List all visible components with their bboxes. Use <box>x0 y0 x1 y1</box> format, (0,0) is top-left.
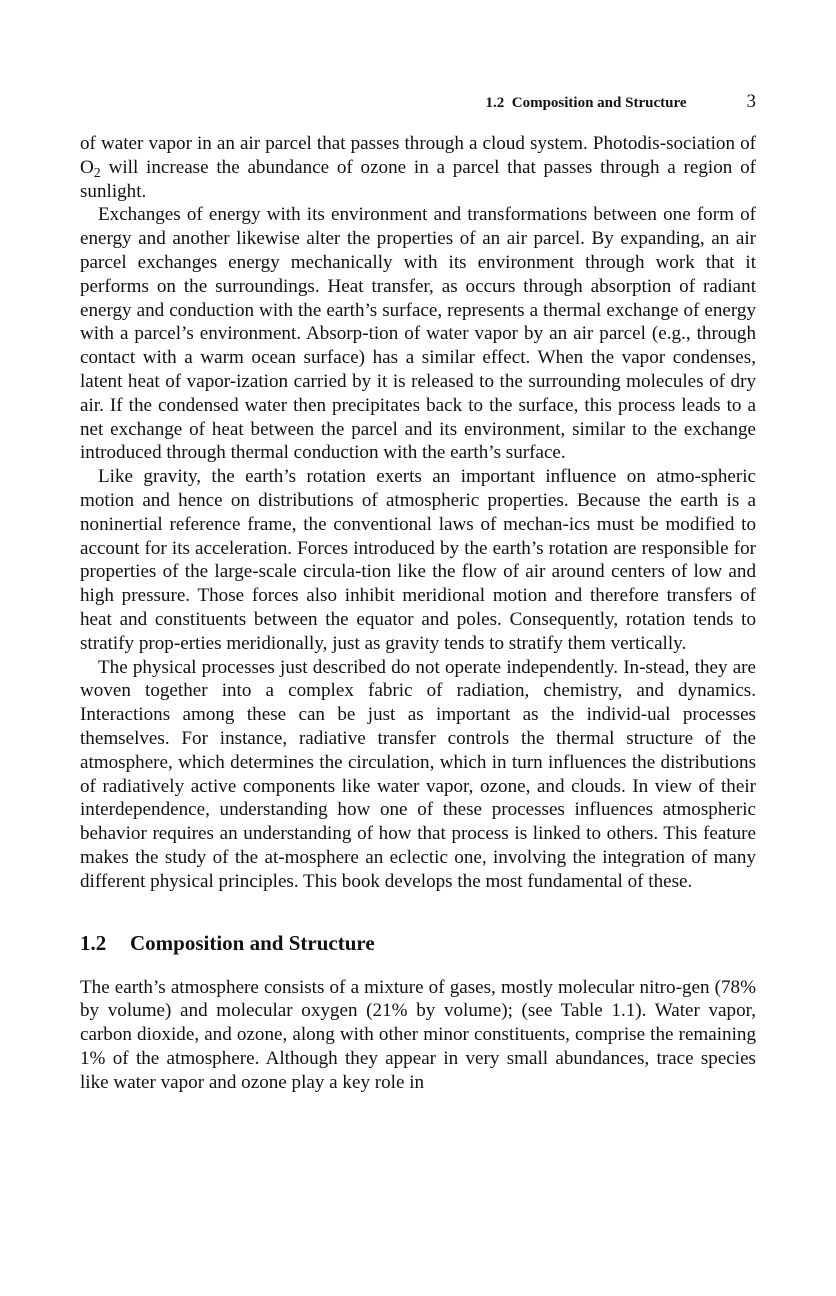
page-text <box>80 132 756 1094</box>
paragraph-composition: The earth’s atmosphere consists of a mixture of gases, mostly molecular nitro-gen (78% by volume) and molecular oxygen (21% by volume); (see Table 1.1). Water vapor, carbon dioxide, and ozone, along with other minor constituents, comprise the remaining 1% of the atmosphere. Although they appear in very small abundances, trace species like water vapor and ozone play a key role in <box>80 976 756 1093</box>
section-title: Composition and Structure <box>130 930 375 955</box>
paragraph-text: of water vapor in an air parcel that passes through a cloud system. Photodis-sociation of O <box>80 133 756 178</box>
book-page <box>80 88 756 1268</box>
subscript-text: 2 <box>93 165 101 181</box>
running-header <box>80 91 756 115</box>
paragraph-text: will increase the abundance of ozone in a parcel that passes through a region of sunlight. <box>80 156 756 202</box>
paragraph-interdependence: The physical processes just described do not operate independently. In-stead, they are woven together into a complex fabric of radiation, chemistry, and dynamics. Interactions among these can be just as important as the individ-ual processes themselves. For instance, radiative transfer controls the thermal structure of the atmosphere, which determines the circulation, which in turn influences the distributions of radiatively active components like water vapor, ozone, and clouds. In view of their interdependence, understanding how one of these processes influences atmospheric behavior requires an understanding of how that process is linked to others. This feature makes the study of the at-mosphere an eclectic one, involving the integration of many different physical principles. This book develops the most fundamental of these. <box>80 656 756 892</box>
paragraph-continued <box>80 132 756 203</box>
section-number: 1.2 <box>80 930 107 955</box>
paragraph-earth-rotation: Like gravity, the earth’s rotation exerts an important influence on atmo-spheric motion and hence on distributions of atmospheric properties. Because the earth is a noninertial reference frame, the conventional laws of mechan-ics must be modified to account for its acceleration. Forces introduced by the earth’s rotation are responsible for properties of the large-scale circula-tion like the flow of air around centers of low and high pressure. Those forces also inhibit meridional motion and therefore transfers of heat and constituents between the equator and poles. Consequently, rotation tends to stratify prop-erties meridionally, just as gravity tends to stratify them vertically. <box>80 466 756 654</box>
paragraph-energy-exchange: Exchanges of energy with its environment and transformations between one form of energy and another likewise alter the properties of an air parcel. By expanding, an air parcel exchanges energy mechanically with its environment through work that it performs on the surroundings. Heat transfer, as occurs through absorption of radiant energy and conduction with the earth’s surface, represents a thermal exchange of energy with a parcel’s environment. Absorp-tion of water vapor by an air parcel (e.g., through contact with a warm ocean surface) has a similar effect. When the vapor condenses, latent heat of vapor-ization carried by it is released to the surrounding molecules of dry air. If the condensed water then precipitates back to the surface, this process leads to a net exchange of heat between the parcel and its environment, similar to the exchange introduced through thermal conduction with the earth’s surface. <box>80 204 756 464</box>
running-header-section-title: 1.2 Composition and Structure <box>485 95 687 111</box>
section-heading <box>80 930 756 956</box>
page-number: 3 <box>746 91 756 112</box>
